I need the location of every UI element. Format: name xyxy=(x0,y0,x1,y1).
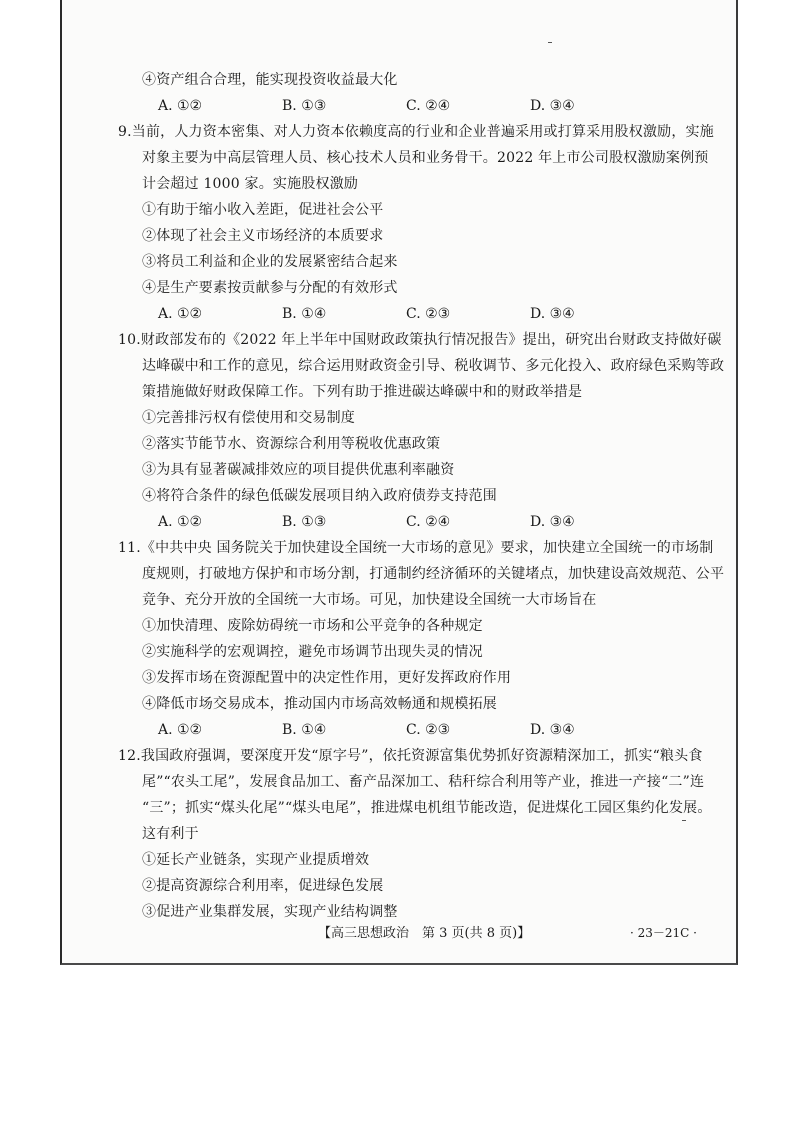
exam-sheet xyxy=(60,0,738,965)
q8-option-c: C. ②④ xyxy=(406,98,451,114)
q10-statement-4: ④将符合条件的绿色低碳发展项目纳入政府债券支持范围 xyxy=(142,488,497,504)
q9-statement-2: ②体现了社会主义市场经济的本质要求 xyxy=(142,228,384,244)
q12-statement-3: ③促进产业集群发展，实现产业结构调整 xyxy=(142,904,398,920)
q9-statement-4: ④是生产要素按贡献参与分配的有效形式 xyxy=(142,280,398,296)
q10-statement-2: ②落实节能节水、资源综合利用等税收优惠政策 xyxy=(142,436,441,452)
q11-stem-line-3: 竞争、充分开放的全国统一大市场。可见，加快建设全国统一大市场旨在 xyxy=(142,592,597,608)
scan-speck xyxy=(682,820,686,821)
page-footer-code: · 23－21C · xyxy=(630,926,697,940)
q9-stem-line-1: 9.当前，人力资本密集、对人力资本依赖度高的行业和企业普遍采用或打算采用股权激励，实施 xyxy=(118,124,714,140)
q8-option-d: D. ③④ xyxy=(530,98,575,114)
q12-stem-line-2: 尾”“农头工尾”，发展食品加工、畜产品深加工、秸秆综合利用等产业，推进一产接“二”连 xyxy=(142,774,705,790)
q11-statement-4: ④降低市场交易成本，推动国内市场高效畅通和规模拓展 xyxy=(142,696,497,712)
q10-option-d: D. ③④ xyxy=(530,514,575,530)
q10-statement-3: ③为具有显著碳减排效应的项目提供优惠利率融资 xyxy=(142,462,455,478)
q11-option-b: B. ①④ xyxy=(282,722,327,738)
q10-stem-line-3: 策措施做好财政保障工作。下列有助于推进碳达峰碳中和的财政举措是 xyxy=(142,384,583,400)
q10-option-c: C. ②④ xyxy=(406,514,451,530)
q11-option-c: C. ②③ xyxy=(406,722,451,738)
q9-statement-1: ①有助于缩小收入差距，促进社会公平 xyxy=(142,202,384,218)
q10-stem-line-1: 10.财政部发布的《2022 年上半年中国财政政策执行情况报告》提出，研究出台财政支持做好碳 xyxy=(118,332,722,348)
q12-statement-2: ②提高资源综合利用率，促进绿色发展 xyxy=(142,878,384,894)
q9-statement-3: ③将员工利益和企业的发展紧密结合起来 xyxy=(142,254,398,270)
q9-option-b: B. ①④ xyxy=(282,306,327,322)
q11-statement-2: ②实施科学的宏观调控，避免市场调节出现失灵的情况 xyxy=(142,644,483,660)
q11-option-d: D. ③④ xyxy=(530,722,575,738)
q12-stem-line-1: 12.我国政府强调，要深度开发“原字号”，依托资源富集优势抓好资源精深加工，抓实“粮头食 xyxy=(118,748,703,764)
q8-option-b: B. ①③ xyxy=(282,98,327,114)
q10-option-b: B. ①③ xyxy=(282,514,327,530)
q8-option-a: A. ①② xyxy=(158,98,203,114)
q10-stem-line-2: 达峰碳中和工作的意见，综合运用财政资金引导、税收调节、多元化投入、政府绿色采购等政 xyxy=(142,358,725,374)
q11-stem-line-2: 度规则，打破地方保护和市场分割，打通制约经济循环的关键堵点，加快建设高效规范、公平 xyxy=(142,566,725,582)
page-footer-title: 【高三思想政治 第 3 页(共 8 页)】 xyxy=(318,926,531,941)
q11-stem-line-1: 11.《中共中央 国务院关于加快建设全国统一大市场的意见》要求，加快建立全国统一的市场制 xyxy=(118,540,714,556)
q9-option-a: A. ①② xyxy=(158,306,203,322)
q8-statement-4: ④资产组合合理，能实现投资收益最大化 xyxy=(142,72,398,88)
q9-option-d: D. ③④ xyxy=(530,306,575,322)
q11-statement-3: ③发挥市场在资源配置中的决定性作用，更好发挥政府作用 xyxy=(142,670,512,686)
q9-stem-line-3: 计会超过 1000 家。实施股权激励 xyxy=(142,176,359,192)
q11-option-a: A. ①② xyxy=(158,722,203,738)
q9-stem-line-2: 对象主要为中高层管理人员、核心技术人员和业务骨干。2022 年上市公司股权激励案例预 xyxy=(142,150,709,166)
q11-statement-1: ①加快清理、废除妨碍统一市场和公平竞争的各种规定 xyxy=(142,618,483,634)
q12-stem-line-3: “三”；抓实“煤头化尾”“煤头电尾”，推进煤电机组节能改造，促进煤化工园区集约化发展。 xyxy=(142,800,712,816)
q10-option-a: A. ①② xyxy=(158,514,203,530)
q12-statement-1: ①延长产业链条，实现产业提质增效 xyxy=(142,852,370,868)
scan-speck xyxy=(548,42,552,43)
q9-option-c: C. ②③ xyxy=(406,306,451,322)
q10-statement-1: ①完善排污权有偿使用和交易制度 xyxy=(142,410,355,426)
q12-stem-line-4: 这有利于 xyxy=(142,826,199,842)
